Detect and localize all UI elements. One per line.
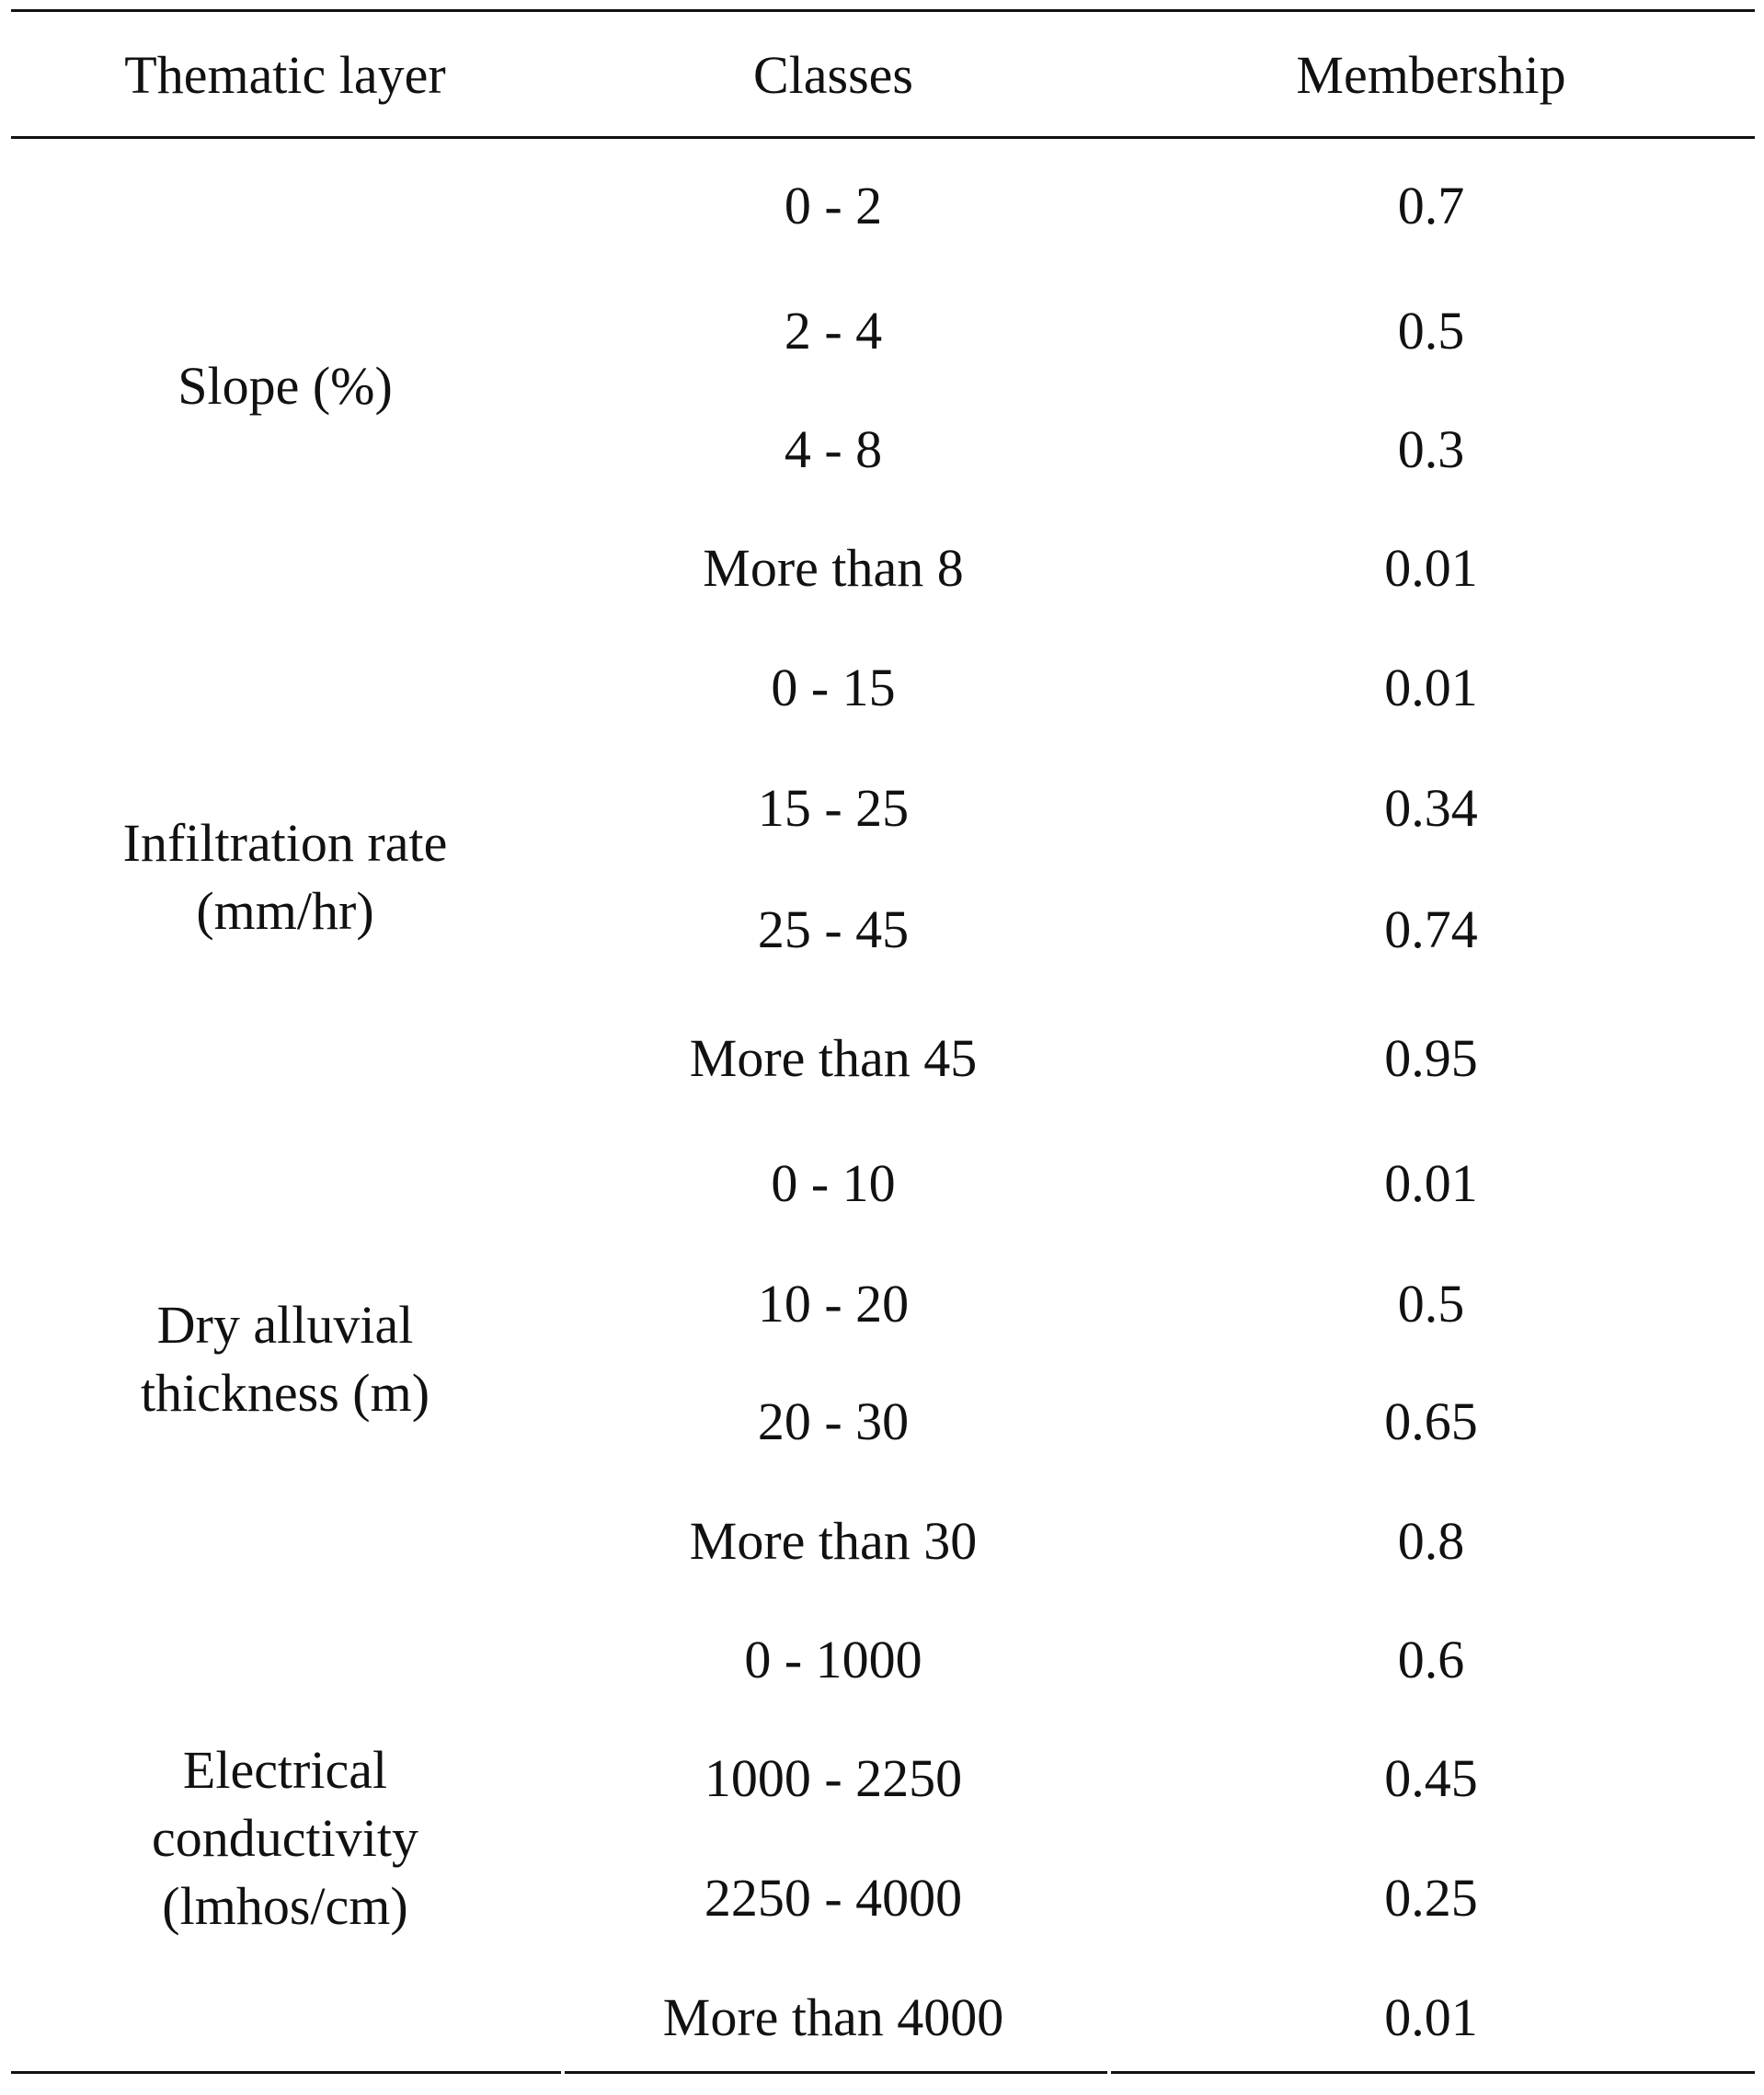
class-cell: More than 45 (689, 1028, 978, 1088)
membership-cell: 0.8 (1397, 1511, 1465, 1571)
membership-cell: 0.01 (1384, 1153, 1478, 1213)
membership-cell: 0.5 (1397, 301, 1465, 361)
group-label-electrical-conductivity (11, 1736, 559, 1940)
group-label-line: Infiltration rate (122, 813, 448, 873)
header-classes: Classes (753, 45, 913, 105)
class-cell: 20 - 30 (757, 1391, 910, 1451)
group-label-line: Slope (%) (178, 356, 393, 416)
group-label-slope (11, 352, 559, 420)
class-cell: 0 - 1000 (744, 1630, 922, 1689)
membership-cell: 0.74 (1384, 899, 1478, 959)
group-label-dry-alluvial-thickness (11, 1291, 559, 1427)
table-bottom-rule (565, 2071, 1107, 2074)
membership-cell: 0.45 (1384, 1748, 1478, 1808)
class-cell: 0 - 15 (771, 658, 896, 717)
membership-cell: 0.01 (1384, 1987, 1478, 2047)
class-cell: 25 - 45 (757, 899, 910, 959)
membership-cell: 0.95 (1384, 1028, 1478, 1088)
header-thematic-layer: Thematic layer (124, 45, 446, 105)
class-cell: More than 8 (703, 538, 964, 598)
group-label-infiltration-rate (11, 809, 559, 945)
class-cell: More than 30 (689, 1511, 978, 1571)
table-bottom-rule (11, 2071, 561, 2074)
class-cell: 0 - 2 (784, 176, 883, 235)
membership-cell: 0.5 (1397, 1274, 1465, 1334)
membership-cell: 0.01 (1384, 658, 1478, 717)
membership-cell: 0.3 (1397, 419, 1465, 479)
table-bottom-rule (1111, 2071, 1755, 2074)
group-label-line: Dry alluvial (156, 1295, 414, 1355)
membership-cell: 0.25 (1384, 1868, 1478, 1928)
membership-cell: 0.65 (1384, 1391, 1478, 1451)
header-membership: Membership (1296, 45, 1566, 105)
table-top-rule (11, 9, 1755, 12)
class-cell: 4 - 8 (784, 419, 883, 479)
group-label-line: thickness (m) (140, 1363, 430, 1423)
class-cell: 15 - 25 (757, 778, 910, 838)
group-label-line: (mm/hr) (196, 881, 374, 941)
membership-cell: 0.7 (1397, 176, 1465, 235)
membership-cell: 0.6 (1397, 1630, 1465, 1689)
class-cell: 2250 - 4000 (704, 1868, 963, 1928)
group-label-line: (lmhos/cm) (162, 1876, 408, 1936)
class-cell: 2 - 4 (784, 301, 883, 361)
membership-cell: 0.34 (1384, 778, 1478, 838)
group-label-line: Electrical (182, 1740, 388, 1800)
group-label-line: conductivity (152, 1808, 418, 1868)
class-cell: More than 4000 (662, 1987, 1004, 2047)
class-cell: 1000 - 2250 (704, 1748, 963, 1808)
class-cell: 10 - 20 (757, 1274, 910, 1334)
class-cell: 0 - 10 (771, 1153, 896, 1213)
header-rule (11, 136, 1755, 139)
membership-cell: 0.01 (1384, 538, 1478, 598)
